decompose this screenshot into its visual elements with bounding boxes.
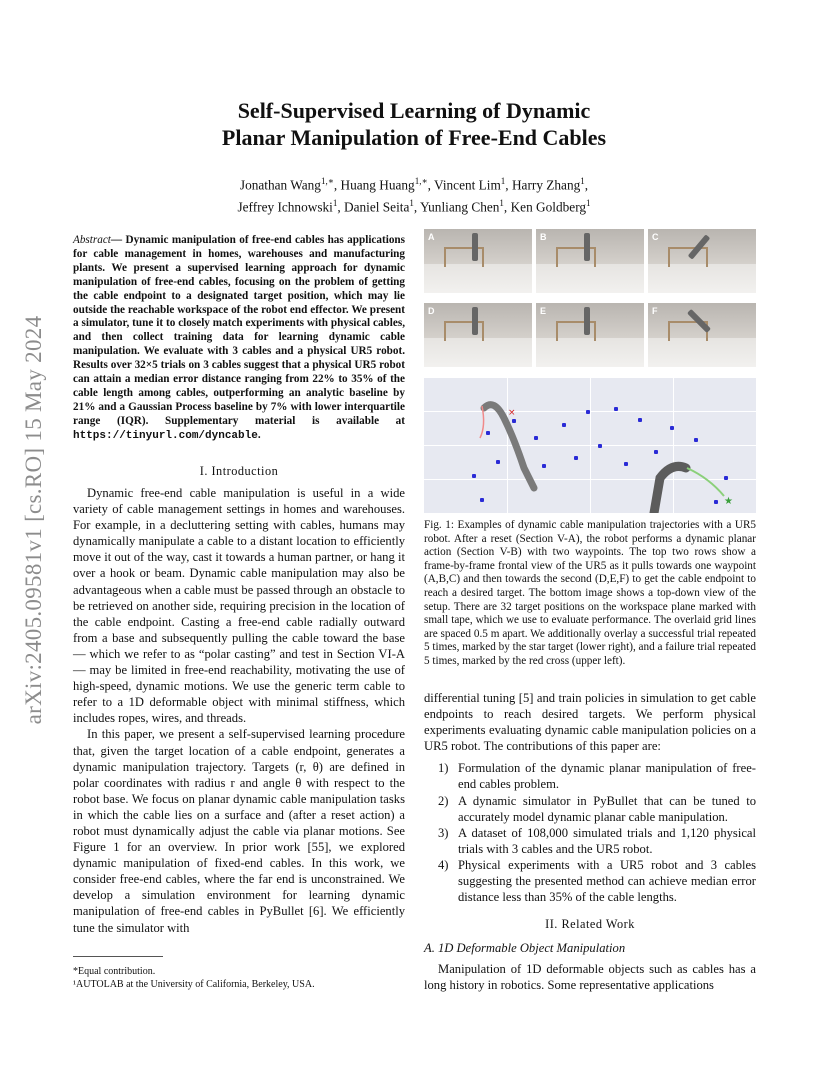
photo-floor: [648, 264, 756, 293]
photo-floor: [648, 338, 756, 367]
section-heading-related-work: II. Related Work: [545, 917, 635, 931]
author-name: Harry Zhang: [511, 177, 581, 193]
list-number: 3): [438, 825, 449, 840]
photo-table: [556, 321, 596, 341]
list-item: [424, 760, 756, 792]
robot-arm: [472, 307, 478, 335]
panel-label: C: [652, 232, 659, 242]
arxiv-id: arXiv:2405.09581v1 [cs.RO] 15 May 2024: [21, 315, 46, 725]
author-name: Huang Huang: [340, 177, 415, 193]
panel-label: B: [540, 232, 547, 242]
robot-arm: [472, 233, 478, 261]
author-line-1: Jonathan Wang$^{1,∗}$, Huang Huang$^{1,∗}$, Vincent Lim$^1$, Harry Zhang$^1$,: [239, 176, 589, 193]
photo-floor: [424, 264, 532, 293]
footnote-equal: *Equal contribution.: [73, 966, 156, 977]
photo-table: [444, 321, 484, 341]
abstract-end: .: [257, 428, 261, 441]
author-name: Jeffrey Ichnowski: [237, 199, 333, 215]
author-name: Ken Goldberg: [510, 199, 587, 215]
frame-photo-a: [424, 229, 532, 293]
footnotes: [73, 966, 405, 991]
related-work-paragraph: [424, 961, 756, 993]
contributions-list: [424, 760, 756, 905]
list-text: A dataset of 108,000 simulated trials and 1,120 physical trials with 3 cables and the UR5 robot.: [458, 825, 756, 856]
arxiv-watermark: [14, 240, 54, 800]
abstract-label: Abstract: [73, 234, 111, 246]
paper-title: [0, 97, 828, 151]
svg-text:★: ★: [724, 496, 733, 507]
list-text: Physical experiments with a UR5 robot and 3 cables suggesting the presented method can achieve median error distance less than 35% of the cable lengths.: [458, 857, 756, 905]
list-text: Formulation of the dynamic planar manipulation of free-end cables problem.: [458, 761, 756, 792]
list-number: 2): [438, 793, 449, 808]
figure-caption: Fig. 1: Examples of dynamic cable manipulation trajectories with a UR5 robot. After a reset (Section V-A), the robot performs a dynamic planar action (Section V-B) with two waypoints. The top two rows show a frame-by-frame frontal view of the UR5 as it pulls towards one waypoint (A,B,C) and then towards the second (D,E,F) to get the cable endpoint to reach a desired target. The bottom image shows a top-down view of the setup. There are 32 target positions on the workspace plane marked with small tape, which we use to evaluate performance. The overlaid grid lines are spaced 0.5 m apart. We additionally overlay a successful trial repeated 5 times, marked by the star target (lower right), and a failure trial repeated 5 times, marked by the red cross (upper left).: [424, 519, 756, 667]
title-line-2: Planar Manipulation of Free-End Cables: [221, 125, 607, 150]
list-item: [424, 793, 756, 825]
photo-table: [556, 247, 596, 267]
list-number: 4): [438, 857, 449, 872]
abstract: [73, 234, 405, 444]
right-column-body: [424, 690, 756, 905]
author-list: [0, 172, 828, 217]
author-name: Jonathan Wang: [239, 177, 321, 193]
author-name: Daniel Seita: [344, 199, 410, 215]
panel-label: A: [428, 232, 435, 242]
list-item: [424, 825, 756, 857]
introduction-body: [73, 485, 405, 936]
photo-floor: [536, 338, 644, 367]
author-affiliation: 1: [586, 198, 591, 209]
figure-1: [424, 229, 756, 513]
subsection-heading: A. 1D Deformable Object Manipulation: [424, 941, 626, 955]
robot-arm: [584, 307, 590, 335]
supplementary-link[interactable]: https://tinyurl.com/dyncable: [73, 429, 258, 442]
author-affiliation: 1: [500, 176, 506, 186]
author-name: Yunliang Chen: [420, 199, 500, 215]
author-name: Vincent Lim: [434, 177, 501, 193]
author-affiliation: 1,∗: [414, 176, 428, 186]
intro-paragraph-1: Dynamic free-end cable manipulation is useful in a wide variety of cable management settings in homes and warehouses. For example, in a decluttering setting with cables, humans may dynamically manipulate a cable to a distant location to efficiently move it out of the way, cast it towards a human partner, or hang it over a hook or beam. Dynamic cable manipulation may also be advantageous when a cable must be passed through an obstacle to be retrieved on another side, requiring precision in the location of the cable endpoint. Casting a free-end cable radially outward from a base and subsequently pulling the cable toward the base — which we refer to as “polar casting” and test in Section VI-A — may be limited in free-end reachability, motivating the use of high-speed, dynamic motions. We use the generic term cable to refer to a 1D deformable object with minimal stiffness, which includes ropes, wires, and threads.: [73, 486, 405, 726]
author-line-2: Jeffrey Ichnowski$^1$, Daniel Seita$^1$, Yunliang Chen$^1$, Ken Goldberg$^1$: [237, 198, 591, 215]
abstract-text: — Dynamic manipulation of free-end cables has applications for cable management in homes, warehouses and manufacturing plants. We present a supervised learning approach for dynamic manipulation of free-end cables, focusing on the problem of getting the cable endpoint to a designated target position, which may lie outside the reachable workspace of the robot end effector. We present a simulator, tune it to closely match experiments with physical cables, and then collect training data for learning dynamic cable manipulation. We evaluate with 3 cables and a physical UR5 robot. Results over 32×5 trials on 3 cables suggest that a physical UR5 robot can attain a median error distance ranging from 22% to 35% of the cable length among cables, outperforming an analytic baseline by 21% and a Gaussian Process baseline by 7% with lower interquartile range (IQR). Supplementary material is available at: [73, 234, 405, 427]
list-number: 1): [438, 761, 449, 776]
intro-paragraph-2: In this paper, we present a self-supervised learning procedure that, given the target location of a cable endpoint, generates a dynamic manipulation trajectory. Targets (r, θ) are defined in polar coordinates with radius r and angle θ with respect to the robot base. We focus on planar dynamic cable manipulation tasks in which the cable lies on a surface and (after a reset action) a robot must dynamically adjust the cable via planar motions. See Figure 1 for an overview. In prior work [55], we explored dynamic manipulation of fixed-end cables. In this work, we consider free-end cables, where the far end is unconstrained. We develop a simulation environment for learning dynamic manipulation of free-end cables in PyBullet [6]. We efficiently tune the simulator with: [73, 727, 405, 935]
cable-overlay: [424, 378, 756, 513]
footnote-affiliation: ¹AUTOLAB at the University of California, Berkeley, USA.: [73, 978, 315, 990]
frame-photo-c: [648, 229, 756, 293]
panel-label: F: [652, 306, 658, 316]
related-work-text: Manipulation of 1D deformable objects such as cables has a long history in robotics. Some representative applications: [424, 962, 756, 993]
frame-photo-e: [536, 303, 644, 367]
top-down-view: [424, 378, 756, 513]
robot-arm: [584, 233, 590, 261]
frame-photo-b: [536, 229, 644, 293]
section-heading-introduction: I. Introduction: [199, 464, 279, 478]
author-affiliation: 1: [332, 198, 338, 209]
list-text: A dynamic simulator in PyBullet that can be tuned to accurately model dynamic planar cable manipulation.: [458, 793, 756, 824]
frame-photo-d: [424, 303, 532, 367]
frame-photo-f: [648, 303, 756, 367]
svg-text:×: ×: [508, 408, 516, 418]
photo-floor: [424, 338, 532, 367]
author-affiliation: 1: [580, 176, 585, 186]
photo-table: [444, 247, 484, 267]
list-item: [424, 857, 756, 905]
footnote-rule: [73, 956, 163, 957]
author-affiliation: 1,∗: [320, 176, 334, 186]
panel-label: E: [540, 306, 547, 316]
author-affiliation: 1: [499, 198, 504, 209]
contributions-intro: differential tuning [5] and train policies in simulation to get cable endpoints to reach desired targets. We perform physical experiments evaluating dynamic cable manipulation policies on a UR5 robot. The contributions of this paper are:: [424, 691, 756, 754]
photo-floor: [536, 264, 644, 293]
panel-label: D: [428, 306, 435, 316]
author-affiliation: 1: [409, 198, 414, 209]
title-line-1: Self-Supervised Learning of Dynamic: [237, 98, 591, 123]
photo-table: [668, 247, 708, 267]
